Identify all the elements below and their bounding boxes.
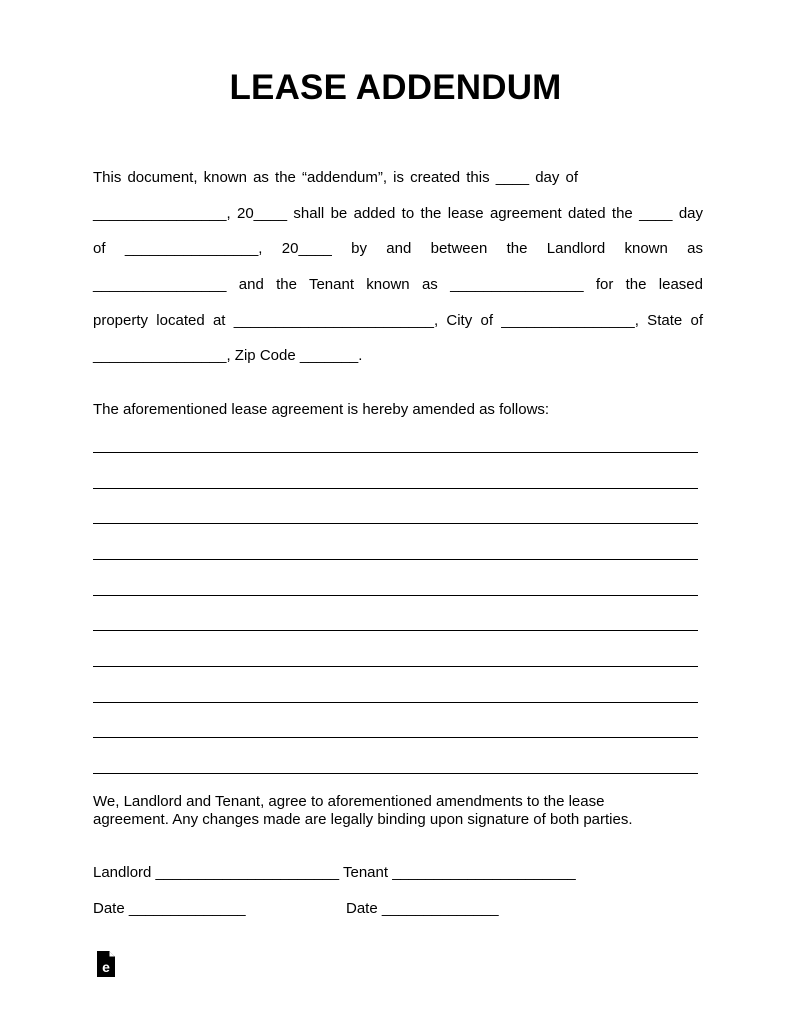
amendment-rule	[93, 559, 698, 560]
agreement-line-1: We, Landlord and Tenant, agree to aforementioned amendments to the lease	[93, 793, 605, 810]
document-e-icon	[95, 950, 117, 978]
paragraph-line-5: property located at ________________________, City of ________________, State of	[93, 312, 703, 329]
logo-letter: e	[102, 959, 110, 975]
amendment-rule	[93, 737, 698, 738]
landlord-signature-line: Landlord ______________________	[93, 864, 340, 881]
amendment-rule	[93, 666, 698, 667]
paragraph-line-2: ________________, 20____ shall be added to the lease agreement dated the ____ day	[93, 205, 703, 222]
amendment-rule	[93, 452, 698, 453]
amendment-rule	[93, 488, 698, 489]
agreement-line-2: agreement. Any changes made are legally binding upon signature of both parties.	[93, 811, 633, 828]
amendment-rule	[93, 702, 698, 703]
amendment-rule	[93, 595, 698, 596]
tenant-signature-line: Tenant ______________________	[343, 864, 576, 881]
amendment-rule	[93, 523, 698, 524]
amendment-rule	[93, 630, 698, 631]
paragraph-line-1: This document, known as the “addendum”, is created this ____ day of	[93, 169, 578, 186]
amendment-intro: The aforementioned lease agreement is hereby amended as follows:	[93, 401, 550, 418]
tenant-date-line: Date ______________	[346, 900, 499, 917]
paragraph-line-4: ________________ and the Tenant known as ________________ for the leased	[93, 276, 703, 293]
paragraph-line-3: of ________________, 20____ by and between the Landlord known as	[93, 240, 703, 257]
landlord-date-line: Date ______________	[93, 900, 246, 917]
paragraph-line-6: ________________, Zip Code _______.	[93, 347, 363, 364]
page-title: LEASE ADDENDUM	[229, 68, 562, 107]
amendment-rule	[93, 773, 698, 774]
